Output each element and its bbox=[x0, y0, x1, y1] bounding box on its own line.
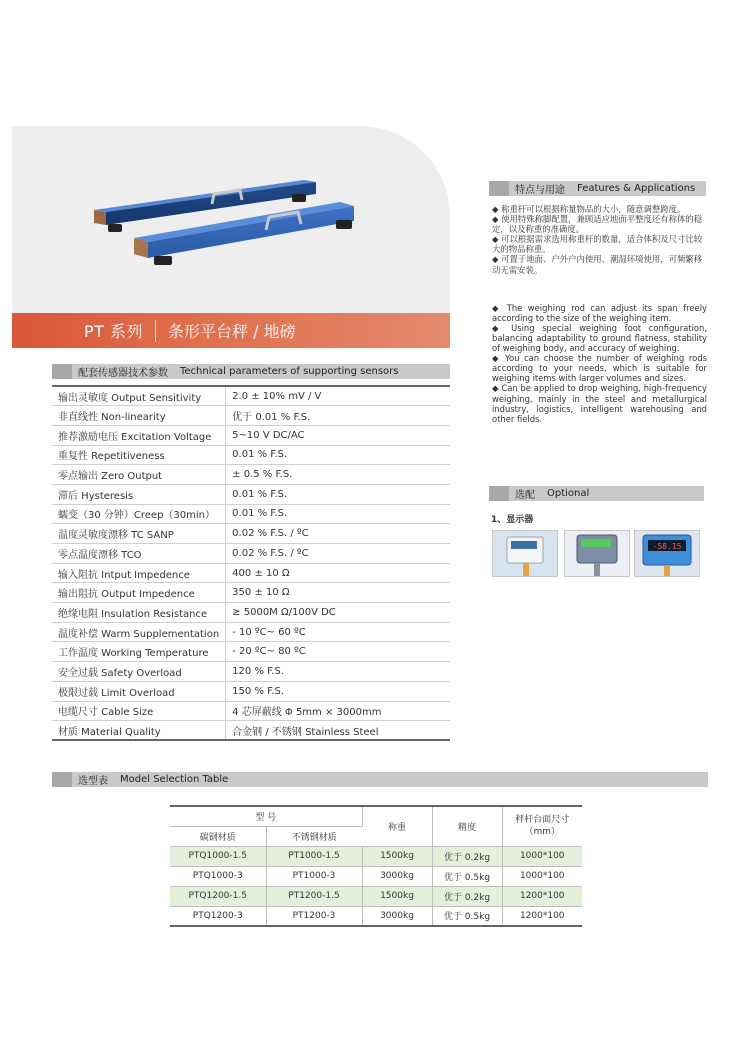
feature-item-zh: ◆ 称重杆可以根据称量物品的大小，随意调整跨度。 bbox=[492, 204, 686, 214]
param-value: 0.02 % F.S. / ºC bbox=[226, 524, 450, 544]
banner-divider bbox=[155, 320, 156, 342]
series-name: PT 系列 bbox=[84, 322, 144, 341]
param-value: 400 ± 10 Ω bbox=[226, 563, 450, 583]
feature-item-en: ◆ Using special weighing foot configuration, balancing adaptability to ground flatness, stability of weighing body, and accuracy of weighing. bbox=[492, 322, 707, 354]
param-row bbox=[52, 465, 450, 485]
param-value: 350 ± 10 Ω bbox=[226, 583, 450, 603]
param-value: ± 0.5 % F.S. bbox=[226, 465, 450, 485]
param-row bbox=[52, 701, 450, 721]
model-selection-table bbox=[170, 805, 582, 927]
param-row bbox=[52, 524, 450, 544]
indicator-image bbox=[493, 531, 558, 577]
capacity: 3000kg bbox=[362, 906, 432, 926]
param-name: 材质 Material Quality bbox=[52, 721, 226, 741]
size-header: 秤杆台面尺寸 （mm） bbox=[502, 806, 582, 846]
platform-size: 1200*100 bbox=[502, 906, 582, 926]
param-value: 150 % F.S. bbox=[226, 681, 450, 701]
stainless-steel-model: PT1000-1.5 bbox=[266, 846, 362, 866]
weight-header: 称重 bbox=[362, 806, 432, 846]
indicator-image bbox=[635, 531, 700, 577]
params-header-en: Technical parameters of supporting sensors bbox=[180, 366, 399, 377]
param-name: 极限过载 Limit Overload bbox=[52, 681, 226, 701]
param-name: 输入阻抗 Intput Impedence bbox=[52, 563, 226, 583]
param-name: 输出阻抗 Output Impedence bbox=[52, 583, 226, 603]
param-row bbox=[52, 622, 450, 642]
param-value: 优于 0.01 % F.S. bbox=[226, 406, 450, 426]
params-section-header bbox=[52, 364, 450, 379]
param-name: 重复性 Repetitiveness bbox=[52, 445, 226, 465]
model-section-header bbox=[52, 772, 708, 787]
carbon-steel-model: PTQ1000-3 bbox=[170, 866, 266, 886]
param-value: 0.01 % F.S. bbox=[226, 445, 450, 465]
feature-item-en: ◆ The weighing rod can adjust its span freely according to the size of the weighing item. bbox=[492, 302, 707, 323]
param-value: 合金钢 / 不锈钢 Stainless Steel bbox=[226, 721, 450, 741]
param-name: 绝缘电阻 Insulation Resistance bbox=[52, 603, 226, 623]
feature-item-zh: ◆ 可以根据需求选用称重杆的数量，适合体积及尺寸比较大的物品称重。 bbox=[492, 234, 703, 255]
series-title: 条形平台秤 / 地磅 bbox=[168, 322, 296, 341]
feature-item-en: ◆ You can choose the number of weighing rods according to your needs, which is suitable for weighing items with larger volumes and sizes. bbox=[492, 353, 707, 384]
param-name: 温度补偿 Warm Supplementation bbox=[52, 622, 226, 642]
features-section-header bbox=[489, 181, 706, 196]
param-name: 输出灵敏度 Output Sensitivity bbox=[52, 386, 226, 406]
param-row bbox=[52, 603, 450, 623]
param-value: - 20 ºC~ 80 ºC bbox=[226, 642, 450, 662]
param-row bbox=[52, 583, 450, 603]
param-value: 0.01 % F.S. bbox=[226, 504, 450, 524]
display-thumbnail-1 bbox=[492, 530, 558, 577]
platform-size: 1200*100 bbox=[502, 886, 582, 906]
param-value: 5~10 V DC/AC bbox=[226, 425, 450, 445]
param-value: 0.01 % F.S. bbox=[226, 484, 450, 504]
section-marker bbox=[52, 772, 72, 787]
param-row bbox=[52, 544, 450, 564]
series-banner bbox=[12, 313, 450, 348]
param-row bbox=[52, 563, 450, 583]
optional-section-header bbox=[489, 486, 704, 501]
accuracy: 优于 0.2kg bbox=[432, 886, 502, 906]
param-row bbox=[52, 484, 450, 504]
param-name: 零点输出 Zero Output bbox=[52, 465, 226, 485]
stainless-steel-model: PT1000-3 bbox=[266, 866, 362, 886]
features-header-zh: 特点与用途 bbox=[515, 185, 565, 196]
param-row bbox=[52, 445, 450, 465]
display-readout: -58.15 bbox=[652, 542, 682, 551]
param-row bbox=[52, 406, 450, 426]
platform-size: 1000*100 bbox=[502, 866, 582, 886]
capacity: 3000kg bbox=[362, 866, 432, 886]
optional-item-label: 1、显示器 bbox=[491, 515, 534, 525]
optional-header-en: Optional bbox=[547, 488, 590, 499]
carbon-steel-model: PTQ1200-3 bbox=[170, 906, 266, 926]
features-header-en: Features & Applications bbox=[577, 183, 696, 194]
param-row bbox=[52, 681, 450, 701]
feature-item-zh: ◆ 可置于地面、户外户内使用、潮湿环境使用，可频繁移动无需安装。 bbox=[492, 254, 703, 275]
param-name: 滞后 Hysteresis bbox=[52, 484, 226, 504]
section-marker bbox=[489, 181, 509, 196]
optional-header-zh: 选配 bbox=[515, 490, 535, 501]
features-zh bbox=[492, 204, 707, 275]
param-name: 温度灵敏度漂移 TC SANP bbox=[52, 524, 226, 544]
param-value: 0.02 % F.S. / ºC bbox=[226, 544, 450, 564]
accuracy-header: 精度 bbox=[432, 806, 502, 846]
param-value: 2.0 ± 10% mV / V bbox=[226, 386, 450, 406]
accuracy: 优于 0.5kg bbox=[432, 866, 502, 886]
param-row bbox=[52, 425, 450, 445]
param-row bbox=[52, 386, 450, 406]
param-row bbox=[52, 721, 450, 741]
platform-size: 1000*100 bbox=[502, 846, 582, 866]
indicator-image bbox=[565, 531, 630, 577]
param-value: 4 芯屏蔽线 Φ 5mm × 3000mm bbox=[226, 701, 450, 721]
param-value: 120 % F.S. bbox=[226, 662, 450, 682]
stainless-steel-model: PT1200-1.5 bbox=[266, 886, 362, 906]
param-name: 工作温度 Working Temperature bbox=[52, 642, 226, 662]
carbon-steel-model: PTQ1200-1.5 bbox=[170, 886, 266, 906]
param-name: 安全过载 Safety Overload bbox=[52, 662, 226, 682]
features-list bbox=[492, 204, 707, 424]
param-value: ≥ 5000M Ω/100V DC bbox=[226, 603, 450, 623]
param-name: 非直线性 Non-linearity bbox=[52, 406, 226, 426]
capacity: 1500kg bbox=[362, 886, 432, 906]
display-thumbnail-3 bbox=[634, 530, 700, 577]
section-marker bbox=[489, 486, 509, 501]
accuracy: 优于 0.2kg bbox=[432, 846, 502, 866]
model-header-en: Model Selection Table bbox=[120, 774, 229, 785]
param-name: 蠕变（30 分钟）Creep（30min） bbox=[52, 504, 226, 524]
param-row bbox=[52, 662, 450, 682]
stainless-steel-model: PT1200-3 bbox=[266, 906, 362, 926]
model-row bbox=[170, 886, 582, 906]
param-row bbox=[52, 642, 450, 662]
feature-item-en: ◆ Can be applied to drop weighing, high-frequency weighing, mainly in the steel and metallurgical industry, logistics, intelligent warehousing and other fields. bbox=[492, 383, 707, 424]
model-row bbox=[170, 906, 582, 926]
param-name: 电缆尺寸 Cable Size bbox=[52, 701, 226, 721]
carbon-steel-header: 碳钢材质 bbox=[170, 826, 266, 846]
param-value: - 10 ºC~ 60 ºC bbox=[226, 622, 450, 642]
param-name: 推荐激励电压 Excitation Voltage bbox=[52, 425, 226, 445]
model-header-zh: 选型表 bbox=[78, 776, 108, 787]
model-row bbox=[170, 846, 582, 866]
capacity: 1500kg bbox=[362, 846, 432, 866]
param-row bbox=[52, 504, 450, 524]
carbon-steel-model: PTQ1000-1.5 bbox=[170, 846, 266, 866]
model-row bbox=[170, 866, 582, 886]
feature-item-zh: ◆ 使用特殊称脚配置，兼顾适应地面平整度还有称体的稳定，以及称重的准确度。 bbox=[492, 214, 703, 235]
params-header-zh: 配套传感器技术参数 bbox=[78, 368, 168, 379]
stainless-steel-header: 不锈钢材质 bbox=[266, 826, 362, 846]
display-thumbnail-2 bbox=[564, 530, 630, 577]
model-group-header: 型 号 bbox=[170, 806, 362, 826]
section-marker bbox=[52, 364, 72, 379]
accuracy: 优于 0.5kg bbox=[432, 906, 502, 926]
sensor-params-table bbox=[52, 385, 450, 741]
features-en bbox=[492, 303, 707, 424]
param-name: 零点温度漂移 TCO bbox=[52, 544, 226, 564]
